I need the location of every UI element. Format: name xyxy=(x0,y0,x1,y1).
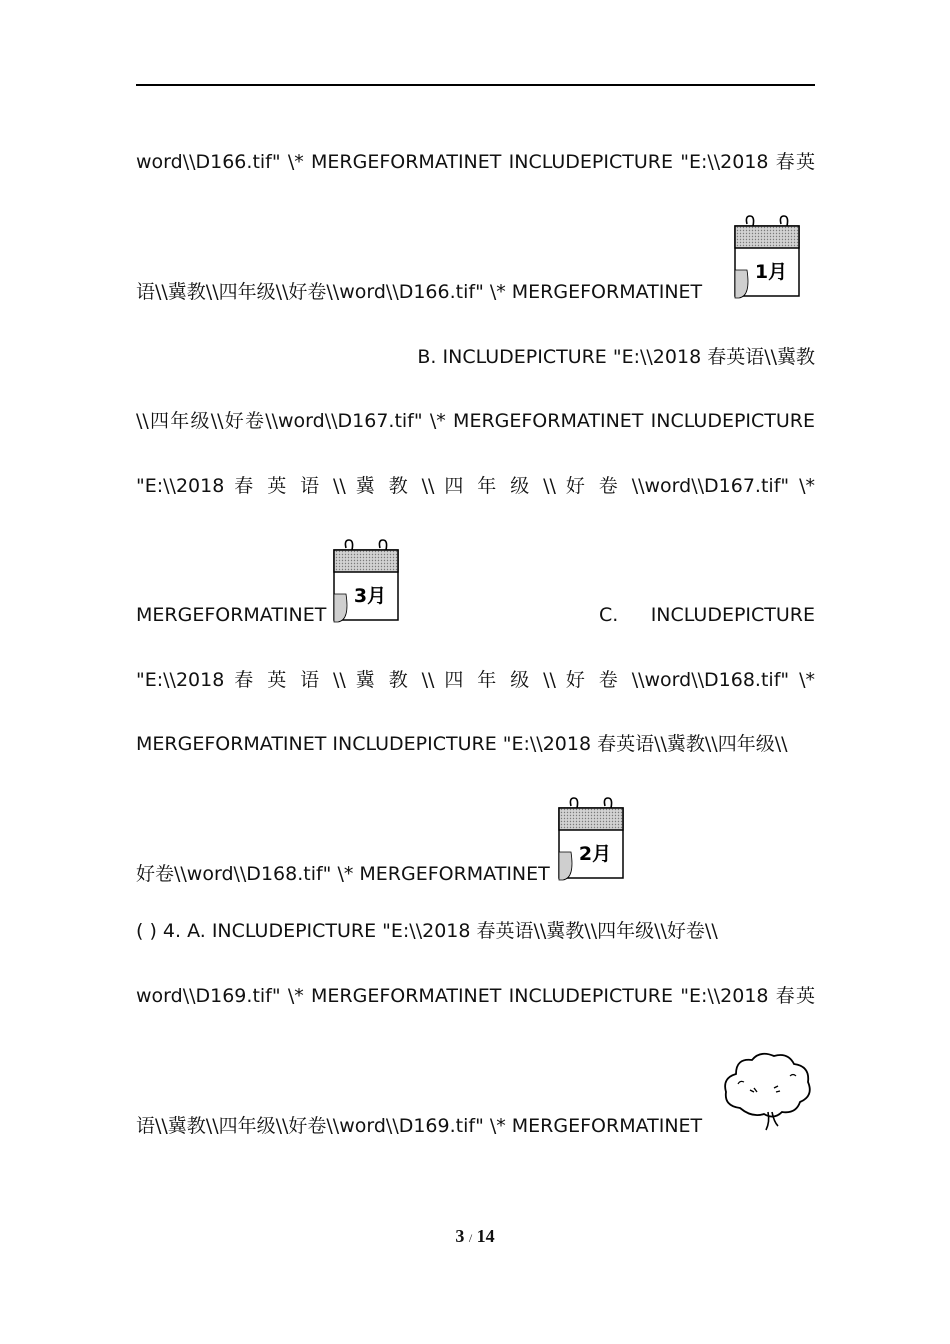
text-line-11: 好卷\\word\\D168.tif" \* MERGEFORMATINET xyxy=(136,863,550,885)
text-line-4: \\四年级\\好卷\\word\\D167.tif" \* MERGEFORMATINET INCLUDEPICTURE xyxy=(136,410,815,432)
page-number xyxy=(0,1226,950,1247)
cloud-icon xyxy=(720,1048,814,1134)
page-total: 14 xyxy=(476,1226,495,1246)
calendar-icon xyxy=(557,796,625,882)
text-line-12: ( ) 4. A. INCLUDEPICTURE "E:\\2018 春英语\\冀教\\四年级\\好卷\\ xyxy=(136,920,718,942)
calendar-icon xyxy=(733,214,801,300)
text-line-7: C. xyxy=(599,604,619,626)
page-current: 3 xyxy=(455,1226,465,1246)
page-separator: / xyxy=(468,1231,473,1245)
calendar-icon xyxy=(332,538,400,624)
calendar-label: 3月 xyxy=(353,585,387,607)
text-line-1: word\\D166.tif" \* MERGEFORMATINET INCLUDEPICTURE "E:\\2018 春英 xyxy=(136,151,815,173)
calendar-label: 2月 xyxy=(578,843,612,865)
text-line-14: 语\\冀教\\四年级\\好卷\\word\\D169.tif" \* MERGEFORMATINET xyxy=(136,1115,703,1137)
text-line-8: INCLUDEPICTURE xyxy=(650,604,815,626)
calendar-label: 1月 xyxy=(754,261,788,283)
text-line-2: 语\\冀教\\四年级\\好卷\\word\\D166.tif" \* MERGEFORMATINET xyxy=(136,281,703,303)
text-line-6: MERGEFORMATINET xyxy=(136,604,327,626)
text-line-9: "E:\\2018 春 英 语 \\ 冀 教 \\ 四 年 级 \\ 好 卷 \\word\\D168.tif" \* xyxy=(136,669,815,691)
text-line-13: word\\D169.tif" \* MERGEFORMATINET INCLUDEPICTURE "E:\\2018 春英 xyxy=(136,985,815,1007)
text-line-3: B. INCLUDEPICTURE "E:\\2018 春英语\\冀教 xyxy=(417,346,815,368)
text-line-10: MERGEFORMATINET INCLUDEPICTURE "E:\\2018 春英语\\冀教\\四年级\\ xyxy=(136,733,788,755)
text-line-5: "E:\\2018 春 英 语 \\ 冀 教 \\ 四 年 级 \\ 好 卷 \\word\\D167.tif" \* xyxy=(136,475,815,497)
header-rule xyxy=(136,84,815,86)
